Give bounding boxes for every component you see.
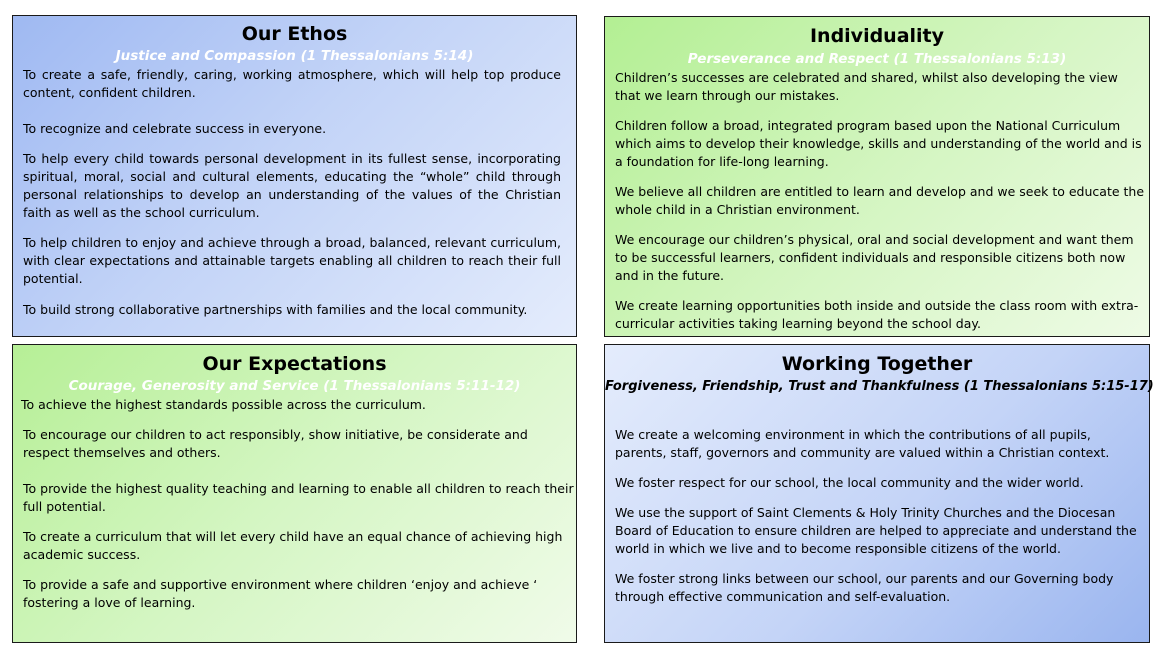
- working-together-paragraph: We use the support of Saint Clements & Holy Trinity Churches and the Diocesan Board of Education to ensure children are helped to appreciate and understand the world in which we live and to become responsible citizens of the world.: [615, 505, 1137, 556]
- ethos-title: Our Ethos: [241, 23, 348, 45]
- ethos-paragraph: To recognize and celebrate success in everyone.: [23, 121, 327, 136]
- individuality-paragraph: Children’s successes are celebrated and shared, whilst also developing the view that we learn through our mistakes.: [615, 70, 1118, 103]
- individuality-panel: [604, 16, 1150, 337]
- expectations-subtitle: Courage, Generosity and Service (1 Thessalonians 5:11-12): [68, 378, 521, 394]
- ethos-panel: [12, 15, 577, 337]
- working-together-paragraph: We create a welcoming environment in which the contributions of all pupils, parents, staff, governors and community are valued within a Christian context.: [615, 427, 1110, 460]
- individuality-title: Individuality: [809, 25, 945, 47]
- working-together-paragraph: We foster strong links between our school, our parents and our Governing body through effective communication and self-evaluation.: [615, 571, 1114, 604]
- expectations-paragraph: To encourage our children to act responsibly, show initiative, be considerate and respect themselves and others.: [23, 427, 528, 460]
- expectations-paragraph: To achieve the highest standards possible across the curriculum.: [21, 397, 426, 412]
- ethos-paragraph: To build strong collaborative partnerships with families and the local community.: [23, 302, 528, 317]
- working-together-title: Working Together: [781, 353, 973, 375]
- working-together-paragraph: We foster respect for our school, the local community and the wider world.: [615, 475, 1084, 490]
- expectations-paragraph: To provide a safe and supportive environment where children ‘enjoy and achieve ‘ fostering a love of learning.: [23, 577, 538, 610]
- individuality-paragraph: We encourage our children’s physical, oral and social development and want them to be successful learners, confident individuals and responsible citizens both now and in the future.: [615, 232, 1134, 283]
- expectations-paragraph: To create a curriculum that will let every child have an equal chance of achieving high academic success.: [23, 529, 563, 562]
- expectations-title: Our Expectations: [202, 353, 387, 375]
- working-together-panel: [604, 344, 1154, 643]
- expectations-paragraph: To provide the highest quality teaching and learning to enable all children to reach their full potential.: [23, 481, 574, 514]
- individuality-paragraph: We believe all children are entitled to learn and develop and we seek to educate the whole child in a Christian environment.: [615, 184, 1145, 217]
- ethos-paragraph: To create a safe, friendly, caring, working atmosphere, which will help top produce content, confident children.: [23, 67, 561, 100]
- individuality-paragraph: We create learning opportunities both inside and outside the class room with extra-curricular activities taking learning beyond the school day.: [615, 298, 1139, 331]
- ethos-paragraph: To help every child towards personal development in its fullest sense, incorporating spiritual, moral, social and cultural elements, educating the “whole” child through personal relationships to develop an understanding of the values of the Christian faith as well as the school curriculum.: [23, 151, 561, 220]
- ethos-paragraph: To help children to enjoy and achieve through a broad, balanced, relevant curriculum, with clear expectations and attainable targets enabling all children to reach their full potential.: [23, 235, 561, 286]
- expectations-panel: [12, 344, 577, 643]
- individuality-paragraph: Children follow a broad, integrated program based upon the National Curriculum which aims to develop their knowledge, skills and understanding of the world and is a foundation for life-long learning.: [615, 118, 1142, 169]
- individuality-subtitle: Perseverance and Respect (1 Thessalonians 5:13): [687, 51, 1067, 67]
- working-together-subtitle: Forgiveness, Friendship, Trust and Thankfulness (1 Thessalonians 5:15-17): [605, 379, 1154, 394]
- ethos-subtitle: Justice and Compassion (1 Thessalonians 5:14): [115, 48, 474, 64]
